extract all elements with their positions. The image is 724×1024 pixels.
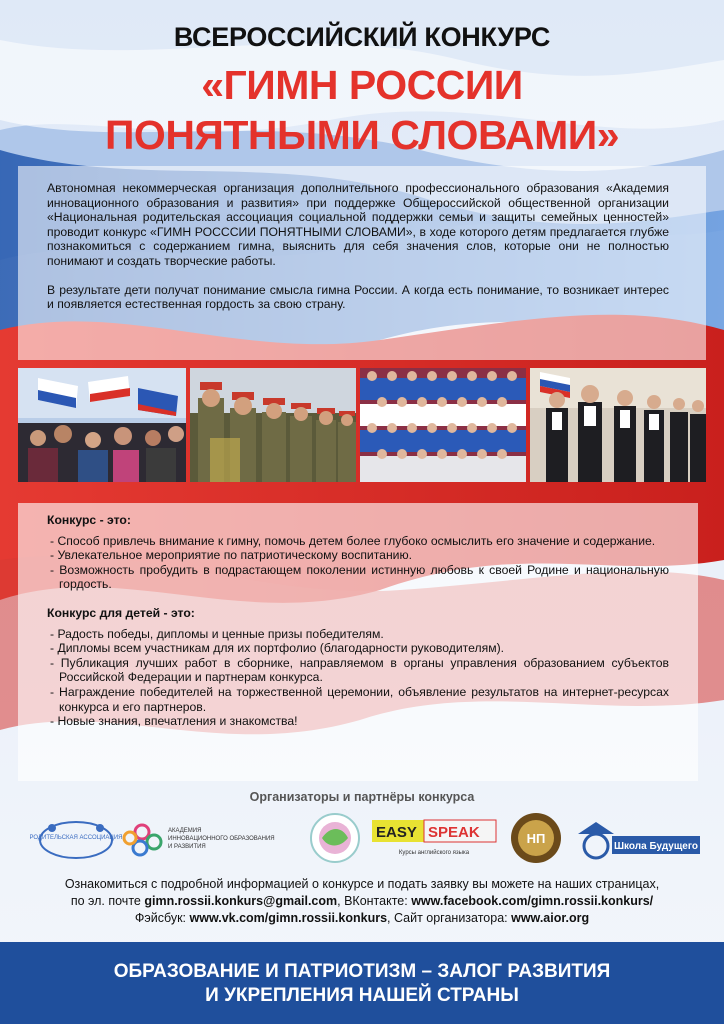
contact-line-1: Ознакомиться с подробной информацией о конкурсе и подать заявку вы можете на наших страницах, — [64, 877, 660, 891]
title-line-3: ПОНЯТНЫМИ СЛОВАМИ» — [104, 112, 620, 158]
list-item: - Увлекательное мероприятие по патриотическому воспитанию. — [50, 548, 413, 563]
photo-military-choir — [190, 368, 356, 482]
contest-heading: Конкурс - это: — [47, 513, 131, 527]
logo-globe-emblem — [311, 814, 359, 862]
svg-text:И РАЗВИТИЯ: И РАЗВИТИЯ — [168, 844, 206, 850]
logo-academy — [124, 825, 275, 855]
contact-info — [10, 876, 714, 927]
intro-paragraph-2: В результате дети получат понимание смысла гимна России. А когда есть понимание, то возникает интерес и появляется естественная гордость за свою страну. — [47, 282, 669, 312]
logo-school-of-future — [578, 822, 700, 858]
list-item: - Награждение победителей на торжественной церемонии, объявление результатов на интернет-ресурсах конкурса и его партнеров. — [50, 684, 669, 714]
logo-parents-association — [30, 822, 122, 858]
svg-text:Курсы английского языка: Курсы английского языка — [398, 850, 470, 856]
svg-text:НП: НП — [526, 831, 546, 846]
title-main — [0, 60, 724, 160]
partners-heading: Организаторы и партнёры конкурса — [249, 790, 475, 804]
svg-text:АКАДЕМИЯ: АКАДЕМИЯ — [168, 828, 202, 834]
intro-paragraph-1: Автономная некоммерческая организация дополнительного профессионального образования «Академия инновационного образования и развития» при поддержке Общероссийской общественной организации «Национальная родительская ассоциация социальной поддержки семьи и защиты семейных ценностей» проводит конкурс «ГИМН РОСССИИ ПОНЯТНЫМИ СЛОВАМИ», в ходе которого детям предлагается глубже познакомиться с содержанием гимна, выяснить для себя значения слов, которые они не полностью понимают и создать творческие работы. — [47, 181, 669, 268]
svg-text:Школа Будущего: Школа Будущего — [613, 841, 699, 852]
list-item: - Публикация лучших работ в сборнике, направляемом в органы управления образованием субъектов Российской Федерации и партнерам конкурса. — [50, 655, 669, 685]
title-line-2: «ГИМН РОССИИ — [201, 62, 523, 108]
title-line-1: ВСЕРОССИЙСКИЙ КОНКУРС — [173, 22, 551, 52]
email-link[interactable]: gimn.rossii.konkurs@gmail.com — [144, 894, 338, 908]
list-item: - Возможность пробудить в подрастающем поколении истинную любовь к своей Родине и национальную гордость. — [50, 562, 669, 592]
photo-kids-choir — [360, 368, 526, 482]
kids-heading: Конкурс для детей - это: — [47, 605, 195, 620]
svg-text:EASY: EASY — [376, 824, 417, 841]
kids-list — [47, 627, 669, 729]
svg-text:ИННОВАЦИОННОГО ОБРАЗОВАНИЯ: ИННОВАЦИОННОГО ОБРАЗОВАНИЯ — [168, 836, 275, 842]
list-item: - Новые знания, впечатления и знакомства! — [50, 714, 298, 729]
photo-crowd-flags — [18, 368, 186, 482]
footer-slogan — [0, 960, 724, 1008]
svg-text:SPEAK: SPEAK — [428, 824, 480, 841]
contact-line-2: по эл. почте gimn.rossii.konkurs@gmail.com, ВКонтакте: www.facebook.com/gimn.rossii.konkurs/ — [70, 894, 654, 908]
photo-strip — [18, 368, 706, 482]
list-item: - Дипломы всем участникам для их портфолио (благодарности руководителям). — [50, 641, 505, 656]
list-item: - Радость победы, дипломы и ценные призы победителям. — [50, 626, 384, 641]
intro-text — [47, 181, 669, 326]
list-item: - Способ привлечь внимание к гимну, помочь детем более глубоко осмыслить его значение и содержание. — [50, 533, 656, 548]
site-link[interactable]: www.aior.org — [511, 911, 590, 925]
footer-line-1: ОБРАЗОВАНИЕ И ПАТРИОТИЗМ – ЗАЛОГ РАЗВИТИЯ — [113, 961, 611, 982]
facebook-link[interactable]: www.vk.com/gimn.rossii.konkurs — [189, 911, 388, 925]
footer-line-2: И УКРЕПЛЕНИЯ НАШЕЙ СТРАНЫ — [205, 985, 519, 1006]
contact-line-3: Фэйсбук: www.vk.com/gimn.rossii.konkurs, Сайт организатора: www.aior.org — [134, 911, 590, 925]
photo-students-singing — [530, 368, 706, 482]
info-lists — [47, 513, 669, 743]
vk-link[interactable]: www.facebook.com/gimn.rossii.konkurs/ — [411, 894, 654, 908]
partner-logos — [30, 812, 700, 868]
contest-list — [47, 534, 669, 592]
logo-easy-speak — [372, 820, 496, 856]
logo-np-seal — [511, 813, 561, 863]
logo1-text: РОДИТЕЛЬСКАЯ АССОЦИАЦИЯ — [30, 835, 123, 841]
